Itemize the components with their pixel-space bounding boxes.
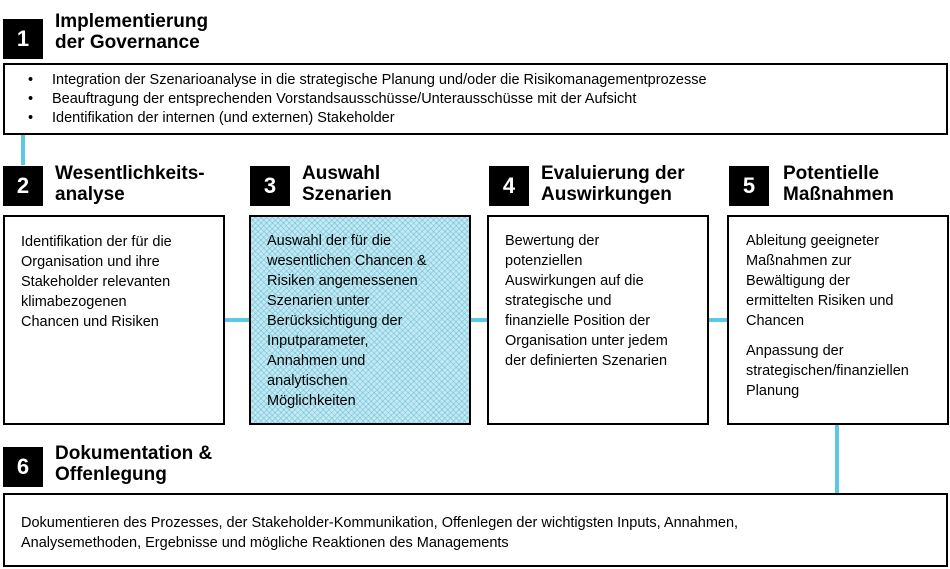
step-6-number: 6 <box>3 447 43 487</box>
step-1-bullet-1: • Integration der Szenarioanalyse in die strategische Planung und/oder die Risikomanagementprozesse <box>22 71 946 90</box>
step-2-title: Wesentlichkeits- analyse <box>55 163 205 205</box>
step-4-number: 4 <box>489 166 529 206</box>
step-5-title: Potentielle Maßnahmen <box>783 163 894 205</box>
step-3-title: Auswahl Szenarien <box>302 163 392 205</box>
step-6-title: Dokumentation & Offenlegung <box>55 443 213 485</box>
step-1-bullet-2: • Beauftragung der entsprechenden Vorstandsausschüsse/Unterausschüsse mit der Aufsicht <box>22 90 946 109</box>
connector-4-5 <box>708 318 728 322</box>
step-4-title: Evaluierung der Auswirkungen <box>541 163 685 205</box>
step-1-bullet-3: • Identifikation der internen (und externen) Stakeholder <box>22 109 946 128</box>
step-5-text-1: Ableitung geeigneter Maßnahmen zur Bewältigung der ermittelten Risiken und Chancen <box>746 233 894 329</box>
connector-3-4 <box>470 318 488 322</box>
step-1-bullet-list <box>22 71 946 128</box>
step-2-text: Identifikation der für die Organisation und ihre Stakeholder relevanten klimabezogenen Chancen und Risiken <box>21 234 172 330</box>
step-3-box <box>249 215 471 425</box>
step-2-number: 2 <box>3 166 43 206</box>
step-3-text: Auswahl der für die wesentlichen Chancen & Risiken angemessenen Szenarien unter Berücksichtigung der Inputparameter, Annahmen und analytischen Möglichkeiten <box>267 233 427 409</box>
connector-5-6 <box>835 424 839 494</box>
step-1-box <box>3 63 948 135</box>
step-5-box <box>727 215 949 425</box>
step-6-text: Dokumentieren des Prozesses, der Stakeholder-Kommunikation, Offenlegen der wichtigsten Inputs, Annahmen, Analysemethoden, Ergebnisse und mögliche Reaktionen des Managements <box>21 515 739 551</box>
step-3-number: 3 <box>250 166 290 206</box>
step-1-number: 1 <box>3 19 43 59</box>
step-4-box <box>487 215 709 425</box>
connector-1-2 <box>21 133 25 165</box>
step-6-box <box>3 493 948 567</box>
connector-2-3 <box>224 318 250 322</box>
step-1-title: Implementierung der Governance <box>55 11 209 53</box>
step-4-text: Bewertung der potenziellen Auswirkungen auf die strategische und finanzielle Position der Organisation unter jedem der definierten Szenarien <box>505 233 668 369</box>
step-2-box <box>3 215 225 425</box>
step-5-text-2: Anpassung der strategischen/finanziellen Planung <box>746 343 909 399</box>
step-5-number: 5 <box>729 166 769 206</box>
